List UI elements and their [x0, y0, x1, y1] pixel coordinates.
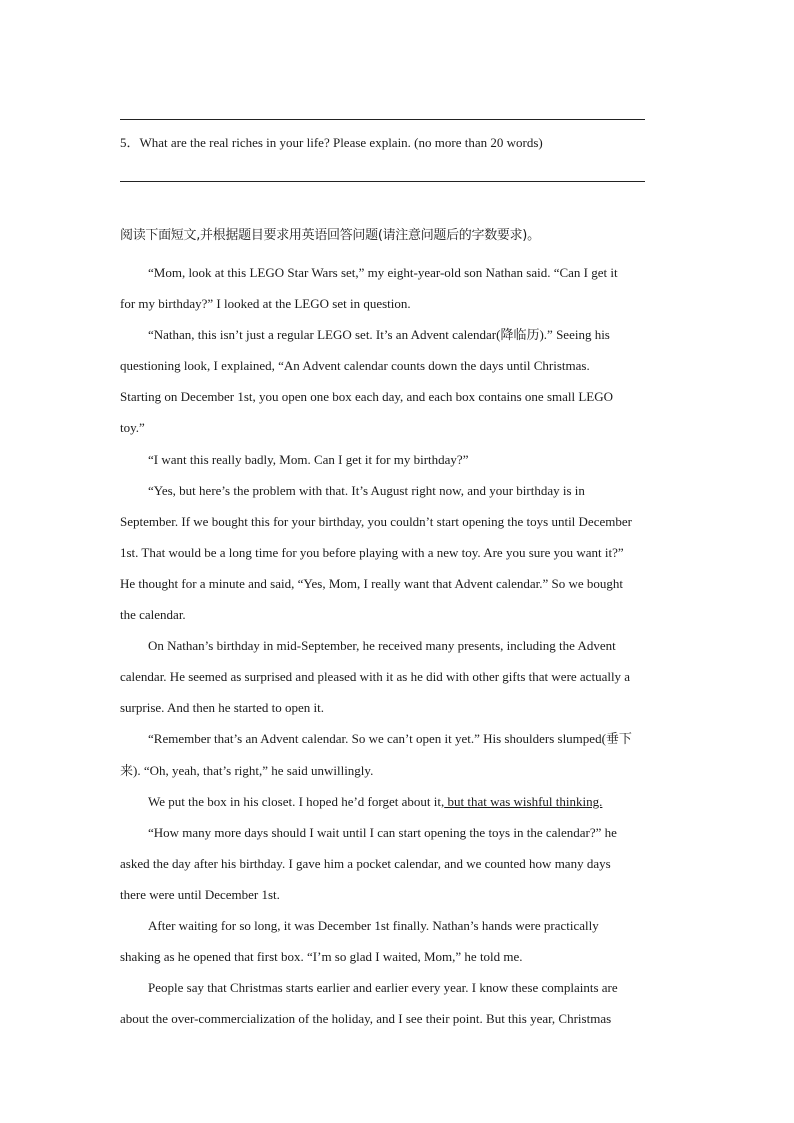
passage-line: there were until December 1st.	[120, 886, 280, 902]
passage-line: September. If we bought this for your birthday, you couldn’t start opening the toys until December	[120, 513, 632, 529]
passage-line: “I want this really badly, Mom. Can I get it for my birthday?”	[148, 451, 469, 467]
reading-passage	[120, 257, 676, 1034]
passage-line: He thought for a minute and said, “Yes, Mom, I really want that Advent calendar.” So we bought	[120, 575, 624, 591]
passage-line: toy.”	[120, 420, 145, 436]
passage-line: People say that Christmas starts earlier and earlier every year. I know these complaints are	[148, 980, 618, 996]
underlined-phrase: but that was wishful thinking.	[444, 793, 603, 809]
passage-line: about the over-commercialization of the holiday, and I see their point. But this year, Christmas	[120, 1011, 612, 1027]
passage-line: After waiting for so long, it was December 1st finally. Nathan’s hands were practically	[148, 917, 599, 933]
passage-line: Starting on December 1st, you open one box each day, and each box contains one small LEGO	[120, 389, 614, 405]
passage-line: “Nathan, this isn’t just a regular LEGO set. It’s an Advent calendar(降临历).” Seeing his	[148, 327, 610, 343]
passage-line: asked the day after his birthday. I gave him a pocket calendar, and we counted how many days	[120, 855, 611, 871]
passage-line: shaking as he opened that first box. “I’m so glad I waited, Mom,” he told me.	[120, 949, 523, 965]
passage-line: On Nathan’s birthday in mid-September, he received many presents, including the Advent	[148, 638, 616, 654]
answer-line[interactable]	[120, 119, 645, 120]
question-5: 5．What are the real riches in your life? Please explain. (no more than 20 words)	[120, 135, 543, 150]
passage-line: We put the box in his closet. I hoped he’d forget about it, but that was wishful thinking.	[148, 793, 603, 809]
passage-line: “How many more days should I wait until I can start opening the toys in the calendar?” he	[148, 824, 617, 840]
passage-line: “Yes, but here’s the problem with that. It’s August right now, and your birthday is in	[148, 482, 585, 498]
passage-line: the calendar.	[120, 607, 186, 623]
answer-line[interactable]	[120, 181, 645, 182]
passage-line: “Remember that’s an Advent calendar. So we can’t open it yet.” His shoulders slumped(垂下	[148, 731, 632, 747]
passage-line: calendar. He seemed as surprised and pleased with it as he did with other gifts that were actually a	[120, 669, 631, 685]
reading-instruction: 阅读下面短文,并根据题目要求用英语回答问题(请注意问题后的字数要求)。	[120, 228, 540, 243]
passage-line: 1st. That would be a long time for you before playing with a new toy. Are you sure you want it?”	[120, 544, 624, 560]
passage-line: “Mom, look at this LEGO Star Wars set,” my eight-year-old son Nathan said. “Can I get it	[148, 265, 618, 280]
passage-line: for my birthday?” I looked at the LEGO set in question.	[120, 296, 411, 312]
passage-line: 来). “Oh, yeah, that’s right,” he said unwillingly.	[120, 762, 374, 778]
passage-line: questioning look, I explained, “An Advent calendar counts down the days until Christmas.	[120, 358, 590, 374]
passage-line: surprise. And then he started to open it.	[120, 700, 324, 716]
